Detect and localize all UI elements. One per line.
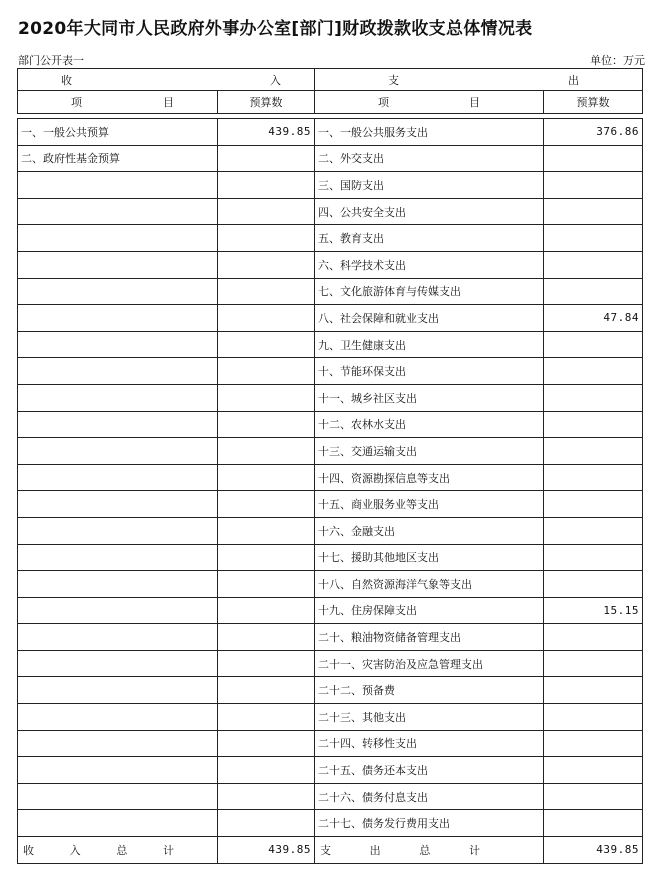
expense-item-cell: 十、节能环保支出	[315, 358, 544, 385]
expense-value-cell	[544, 411, 643, 438]
table-row	[18, 305, 643, 332]
income-header-left: 收	[61, 73, 72, 87]
table-row	[18, 491, 643, 518]
income-total-label	[18, 837, 218, 864]
table-row	[18, 464, 643, 491]
expense-total-label-char: 计	[468, 843, 480, 857]
expense-total-value: 439.85	[544, 837, 643, 864]
table-row	[18, 411, 643, 438]
income-value-cell	[218, 677, 315, 704]
expense-item-cell: 二、外交支出	[315, 145, 544, 172]
table-row	[18, 783, 643, 810]
expense-value-cell	[544, 517, 643, 544]
expense-item-cell: 十三、交通运输支出	[315, 438, 544, 465]
income-value-cell	[218, 331, 315, 358]
expense-total-label-char: 总	[419, 843, 431, 857]
expense-value-cell	[544, 358, 643, 385]
expense-value-cell: 376.86	[544, 119, 643, 146]
expense-value-cell	[544, 810, 643, 837]
table-row	[18, 517, 643, 544]
expense-value-cell	[544, 571, 643, 598]
income-value-cell	[218, 278, 315, 305]
expense-item-cell: 十二、农林水支出	[315, 411, 544, 438]
expense-value-cell	[544, 783, 643, 810]
income-total-label-char: 总	[116, 843, 128, 857]
income-item-cell	[18, 810, 218, 837]
expense-item-cell: 六、科学技术支出	[315, 251, 544, 278]
expense-header-left: 支	[388, 73, 399, 87]
income-value-cell	[218, 491, 315, 518]
table-row	[18, 331, 643, 358]
table-row	[18, 810, 643, 837]
expense-value-cell	[544, 251, 643, 278]
expense-value-cell	[544, 198, 643, 225]
expense-item-cell: 一、一般公共服务支出	[315, 119, 544, 146]
income-item-cell	[18, 783, 218, 810]
income-item-cell	[18, 677, 218, 704]
income-value-cell	[218, 571, 315, 598]
table-row	[18, 650, 643, 677]
income-item-cell	[18, 517, 218, 544]
expense-total-label-char: 支	[320, 843, 331, 857]
table-row	[18, 597, 643, 624]
expense-value-cell	[544, 225, 643, 252]
expense-item-header-left: 项	[378, 96, 389, 109]
table-row	[18, 624, 643, 651]
income-total-label-char: 收	[23, 843, 34, 857]
income-item-cell	[18, 384, 218, 411]
budget-table	[17, 68, 643, 864]
expense-item-header	[315, 91, 544, 114]
expense-item-cell: 十一、城乡社区支出	[315, 384, 544, 411]
expense-item-cell: 二十二、预备费	[315, 677, 544, 704]
table-row	[18, 438, 643, 465]
income-value-cell	[218, 464, 315, 491]
expense-item-cell: 十四、资源勘探信息等支出	[315, 464, 544, 491]
table-row	[18, 198, 643, 225]
income-value-cell	[218, 650, 315, 677]
expense-value-cell	[544, 544, 643, 571]
income-value-cell	[218, 517, 315, 544]
expense-item-cell: 十七、援助其他地区支出	[315, 544, 544, 571]
income-value-cell: 439.85	[218, 119, 315, 146]
income-item-cell	[18, 571, 218, 598]
expense-item-cell: 九、卫生健康支出	[315, 331, 544, 358]
expense-value-cell	[544, 650, 643, 677]
income-value-cell	[218, 757, 315, 784]
income-item-header	[18, 91, 218, 114]
expense-item-cell: 二十六、债务付息支出	[315, 783, 544, 810]
expense-value-cell: 15.15	[544, 597, 643, 624]
expense-item-cell: 二十七、债务发行费用支出	[315, 810, 544, 837]
income-value-cell	[218, 172, 315, 199]
expense-value-cell	[544, 464, 643, 491]
income-value-cell	[218, 810, 315, 837]
expense-value-cell	[544, 491, 643, 518]
income-value-cell	[218, 305, 315, 332]
expense-item-cell: 二十五、债务还本支出	[315, 757, 544, 784]
table-row	[18, 704, 643, 731]
income-item-cell	[18, 544, 218, 571]
income-item-header-right: 目	[163, 96, 174, 109]
income-total-label-char: 入	[69, 843, 81, 857]
expense-value-cell	[544, 677, 643, 704]
table-row	[18, 278, 643, 305]
income-value-cell	[218, 225, 315, 252]
expense-header	[315, 69, 643, 91]
expense-item-cell: 七、文化旅游体育与传媒支出	[315, 278, 544, 305]
expense-item-cell: 五、教育支出	[315, 225, 544, 252]
table-row	[18, 172, 643, 199]
income-item-cell: 一、一般公共预算	[18, 119, 218, 146]
income-value-cell	[218, 251, 315, 278]
expense-value-cell	[544, 757, 643, 784]
table-row	[18, 677, 643, 704]
expense-total-label	[315, 837, 544, 864]
expense-value-cell	[544, 624, 643, 651]
unit-label: 单位：万元	[590, 54, 645, 67]
expense-value-cell	[544, 704, 643, 731]
expense-header-right: 出	[568, 73, 579, 87]
expense-item-cell: 十五、商业服务业等支出	[315, 491, 544, 518]
expense-item-cell: 十九、住房保障支出	[315, 597, 544, 624]
income-item-cell	[18, 704, 218, 731]
expense-value-cell	[544, 730, 643, 757]
income-value-cell	[218, 411, 315, 438]
table-row	[18, 730, 643, 757]
expense-total-label-char: 出	[369, 843, 381, 857]
expense-item-cell: 二十一、灾害防治及应急管理支出	[315, 650, 544, 677]
income-value-cell	[218, 145, 315, 172]
page-title: 2020年大同市人民政府外事办公室[部门]财政拨款收支总体情况表	[18, 19, 533, 39]
table-row	[18, 145, 643, 172]
table-row	[18, 119, 643, 146]
income-header-right: 入	[270, 73, 281, 87]
header-row-sub	[18, 91, 643, 114]
header-row-top	[18, 69, 643, 91]
income-item-cell	[18, 730, 218, 757]
income-value-cell	[218, 704, 315, 731]
income-item-cell: 二、政府性基金预算	[18, 145, 218, 172]
income-item-cell	[18, 225, 218, 252]
income-value-cell	[218, 198, 315, 225]
income-total-value: 439.85	[218, 837, 315, 864]
income-item-header-left: 项	[71, 96, 82, 109]
table-row	[18, 544, 643, 571]
expense-item-header-right: 目	[469, 96, 480, 109]
table-row	[18, 757, 643, 784]
expense-item-cell: 二十、粮油物资储备管理支出	[315, 624, 544, 651]
income-item-cell	[18, 251, 218, 278]
income-item-cell	[18, 411, 218, 438]
income-item-cell	[18, 172, 218, 199]
expense-item-cell: 八、社会保障和就业支出	[315, 305, 544, 332]
income-item-cell	[18, 438, 218, 465]
income-item-cell	[18, 331, 218, 358]
income-item-cell	[18, 278, 218, 305]
expense-value-cell	[544, 278, 643, 305]
expense-budget-header: 预算数	[544, 91, 643, 114]
income-total-label-char: 计	[162, 843, 174, 857]
income-value-cell	[218, 730, 315, 757]
expense-item-cell: 三、国防支出	[315, 172, 544, 199]
income-header	[18, 69, 315, 91]
income-item-cell	[18, 464, 218, 491]
expense-value-cell	[544, 331, 643, 358]
income-item-cell	[18, 624, 218, 651]
income-item-cell	[18, 757, 218, 784]
table-id: 部门公开表一	[18, 54, 84, 67]
table-row	[18, 251, 643, 278]
income-value-cell	[218, 783, 315, 810]
income-budget-header: 预算数	[218, 91, 315, 114]
income-value-cell	[218, 384, 315, 411]
expense-item-cell: 二十三、其他支出	[315, 704, 544, 731]
expense-value-cell	[544, 172, 643, 199]
income-value-cell	[218, 358, 315, 385]
income-item-cell	[18, 650, 218, 677]
table-row	[18, 571, 643, 598]
table-row	[18, 358, 643, 385]
income-value-cell	[218, 438, 315, 465]
income-item-cell	[18, 305, 218, 332]
expense-value-cell	[544, 438, 643, 465]
table-row	[18, 225, 643, 252]
expense-item-cell: 十六、金融支出	[315, 517, 544, 544]
table-row	[18, 384, 643, 411]
income-value-cell	[218, 544, 315, 571]
expense-value-cell	[544, 384, 643, 411]
expense-item-cell: 十八、自然资源海洋气象等支出	[315, 571, 544, 598]
expense-item-cell: 二十四、转移性支出	[315, 730, 544, 757]
expense-item-cell: 四、公共安全支出	[315, 198, 544, 225]
expense-value-cell: 47.84	[544, 305, 643, 332]
income-value-cell	[218, 624, 315, 651]
income-item-cell	[18, 358, 218, 385]
expense-value-cell	[544, 145, 643, 172]
totals-row	[18, 837, 643, 864]
income-item-cell	[18, 198, 218, 225]
income-value-cell	[218, 597, 315, 624]
income-item-cell	[18, 597, 218, 624]
income-item-cell	[18, 491, 218, 518]
